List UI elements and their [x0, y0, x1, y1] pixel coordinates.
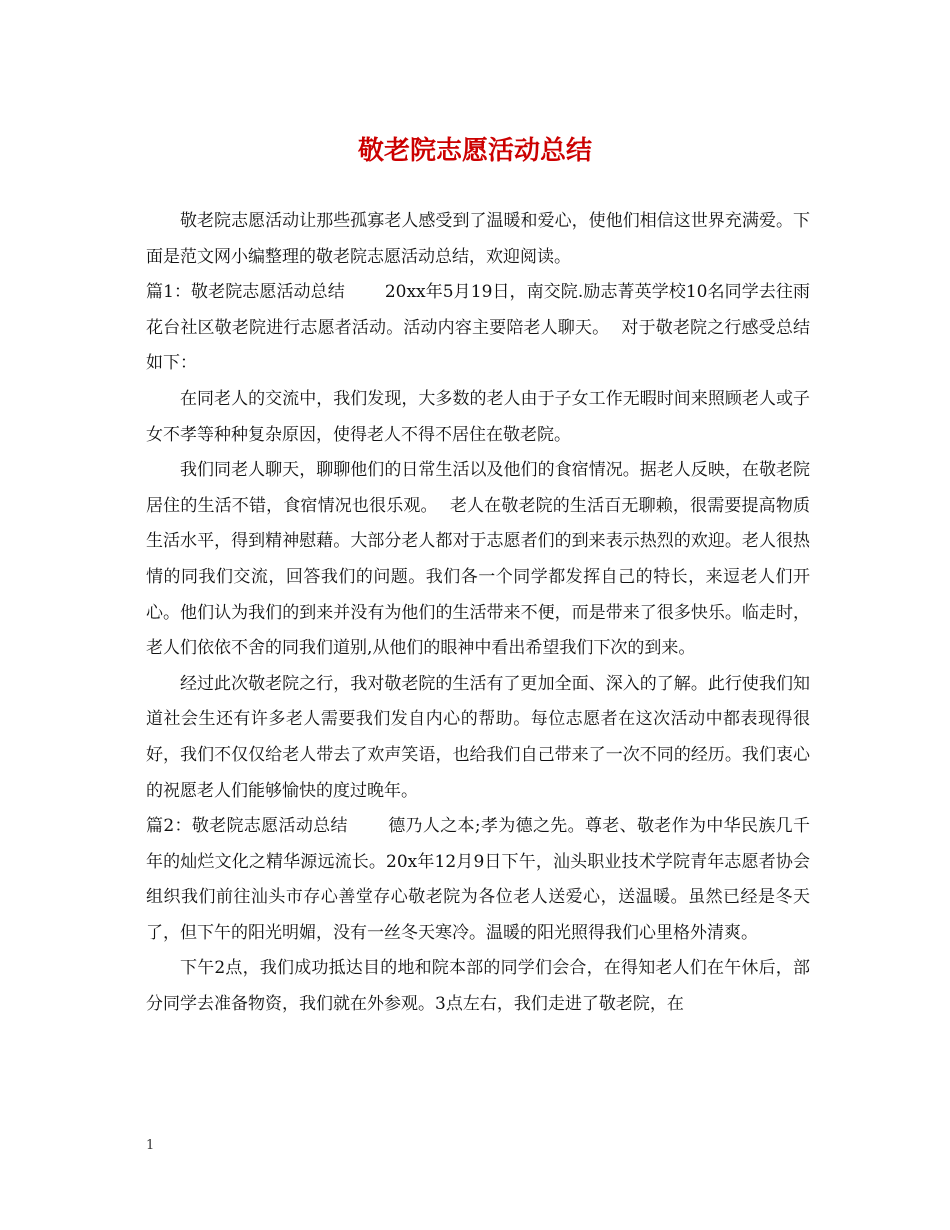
article1-paragraph-2: [146, 453, 810, 667]
page-number: 1: [146, 1138, 155, 1153]
article1-lead-text-continued: 对于敬老院之行感受总结如下：: [146, 317, 811, 374]
article2-paragraph-1: 下午2点，我们成功抵达目的地和院本部的同学们会合，在得知老人们在午休后，部分同学去准备物资，我们就在外参观。3点左右，我们走进了敬老院，在: [146, 958, 810, 1015]
article1-lead-paragraph: [146, 275, 810, 382]
article1-paragraph-2-part-b: 老人在敬老院的生活百无聊赖，很需要提高物质生活水平，得到精神慰藉。大部分老人都对于志愿者们的到来表示热烈的欢迎。老人很热情的同我们交流，回答我们的问题。我们各一个同学都发挥自己的特长，来逗老人们开心。他们认为我们的到来并没有为他们的生活带来不便，而是带来了很多快乐。临走时，老人们依依不舍的同我们道别,从他们的眼神中看出希望我们下次的到来。: [146, 495, 811, 659]
intro-paragraph: 敬老院志愿活动让那些孤寡老人感受到了温暖和爱心，使他们相信这世界充满爱。下面是范文网小编整理的敬老院志愿活动总结，欢迎阅读。: [146, 211, 810, 267]
article2-lead-paragraph: [146, 809, 810, 951]
document-title: 敬老院志愿活动总结: [357, 136, 592, 166]
article1-lead-text: 20xx年5月19日，南交院.励志菁英学校10名同学去往雨花台社区敬老院进行志愿者活动。活动内容主要陪老人聊天。: [146, 282, 810, 338]
article1-paragraph-2-part-a: 我们同老人聊天，聊聊他们的日常生活以及他们的食宿情况。据老人反映，在敬老院居住的生活不错，食宿情况也很乐观。: [146, 460, 810, 516]
article2-lead-text: 德乃人之本;孝为德之先。尊老、敬老作为中华民族几千年的灿烂文化之精华源远流长。20x年12月9日下午，汕头职业技术学院青年志愿者协会组织我们前往汕头市存心善堂存心敬老院为各位老人送爱心，送温暖。虽然已经是冬天了，但下午的阳光明媚，没有一丝冬天寒冷。温暖的阳光照得我们心里格外清爽。: [146, 816, 810, 943]
article1-heading: 篇1：敬老院志愿活动总结: [146, 282, 345, 303]
article2-heading: 篇2：敬老院志愿活动总结: [146, 816, 348, 837]
article1-paragraph-1: 在同老人的交流中，我们发现，大多数的老人由于子女工作无暇时间来照顾老人或子女不孝等种种复杂原因，使得老人不得不居住在敬老院。: [146, 388, 810, 445]
document-body: [146, 204, 810, 1023]
article1-paragraph-3: 经过此次敬老院之行，我对敬老院的生活有了更加全面、深入的了解。此行使我们知道社会生还有许多老人需要我们发自内心的帮助。每位志愿者在这次活动中都表现得很好，我们不仅仅给老人带去了欢声笑语，也给我们自己带来了一次不同的经历。我们衷心的祝愿老人们能够愉快的度过晚年。: [146, 673, 810, 801]
